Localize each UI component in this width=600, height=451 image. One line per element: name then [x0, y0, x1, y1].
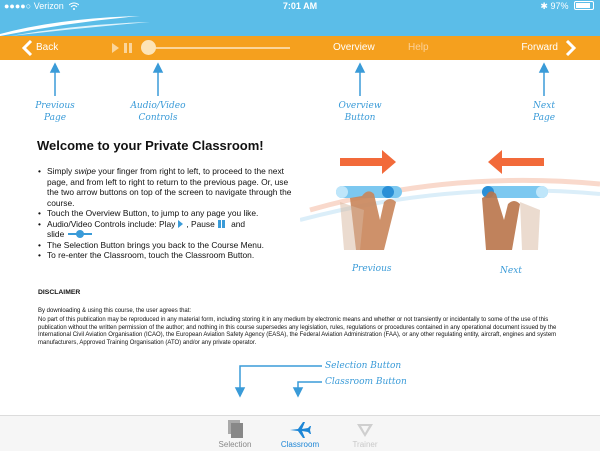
disclaimer-heading: DISCLAIMER — [38, 289, 81, 296]
tab-classroom-label: Classroom — [280, 440, 320, 449]
forward-label: Forward — [521, 42, 558, 53]
battery-percent: 97% — [550, 1, 569, 11]
bullet-emphasis: swipe — [74, 166, 96, 176]
hand-icon — [482, 191, 520, 250]
bullet-text: Audio/Video Controls include: Play — [47, 218, 176, 229]
demo-next-label: Next — [500, 266, 522, 276]
list-item — [38, 240, 300, 251]
list-item — [38, 219, 300, 240]
demo-previous-label: Previous — [352, 264, 392, 274]
arrow-up-icon — [154, 64, 162, 72]
callout-selection-button: Selection Button — [325, 361, 402, 371]
trainer-icon — [354, 420, 376, 438]
callout-audio-video — [115, 100, 201, 124]
list-item — [38, 250, 300, 261]
bullet-text: The Selection Button brings you back to the Course Menu. — [47, 239, 264, 250]
arrow-up-icon — [51, 64, 59, 72]
callout-line: Audio/Video — [130, 101, 186, 111]
bluetooth-icon: ✱ — [540, 1, 548, 11]
slider-icon — [68, 230, 92, 238]
status-time: 7:01 AM — [282, 1, 318, 11]
airplane-icon — [289, 420, 311, 438]
bullet-text: Touch the Overview Button, to jump to any page you like. — [47, 208, 259, 218]
arrow-left-icon — [488, 150, 502, 174]
bullet-text: , Pause — [186, 218, 215, 229]
arrow-down-icon — [294, 388, 302, 396]
bullet-text: and — [228, 218, 246, 229]
bullet-text: your finger from right to left, to proceed to the next page, and from left to right to return to the previous page. Or, use the two arrow buttons on top of the screen to navigate through the course. — [47, 166, 292, 208]
swipe-demo-illustration — [300, 140, 600, 290]
carrier-name: Verizon — [33, 1, 64, 11]
tab-bar — [0, 415, 600, 451]
bullet-text: To re-enter the Classroom, touch the Classroom Button. — [47, 250, 255, 260]
callout-classroom-button: Classroom Button — [325, 377, 407, 387]
selection-icon — [224, 420, 246, 438]
callout-previous-page — [20, 100, 90, 124]
back-label: Back — [36, 42, 59, 53]
callout-line: Previous — [35, 101, 75, 111]
bullet-text: Simply — [47, 166, 75, 176]
list-item — [38, 208, 300, 219]
instructions-list — [38, 166, 300, 261]
tab-trainer[interactable] — [330, 420, 400, 449]
callout-line: Next — [533, 101, 555, 111]
tab-classroom[interactable] — [265, 420, 335, 449]
pause-icon — [218, 220, 226, 228]
play-icon — [178, 220, 183, 228]
arrow-right-icon — [382, 150, 396, 174]
arrow-up-icon — [356, 64, 364, 72]
callout-next-page — [514, 100, 574, 124]
callout-line: Controls — [138, 113, 178, 123]
disclaimer-intro: By downloading & using this course, the user agrees that: — [38, 308, 192, 314]
page-title: Welcome to your Private Classroom! — [37, 138, 264, 153]
signal-icon: ●●●●○ — [4, 1, 32, 11]
arrow-up-icon — [540, 64, 548, 72]
callout-line: Page — [43, 113, 67, 123]
arrow-down-icon — [236, 388, 244, 396]
tab-trainer-label: Trainer — [352, 440, 378, 449]
overview-button[interactable]: Overview — [333, 42, 375, 53]
bullet-text: slide — [47, 229, 65, 239]
disclaimer-body: No part of this publication may be reproduced in any material form, including storing it in any medium by electronic means and whether or not transiently or incidentally to some of the use of this publication without the written permission of the author; and nothing in this course supersedes any legislation, rules, regulations or procedures contained in any operational document issued by the International Civil Aviation Organisation (ICAO), the European Aviation Safety Agency (EASA), the Federal Aviation Administration (FAA), or any other regulating entity, aircraft, engines and system manufacturers, Approved Training Organisation (ATO) and/or any private operator. — [38, 317, 557, 346]
callout-overview-button — [320, 100, 400, 124]
tab-selection-label: Selection — [218, 440, 252, 449]
callout-line: Page — [532, 113, 556, 123]
list-item — [38, 166, 300, 208]
swipe-left-demo — [482, 150, 548, 250]
callout-line: Button — [344, 113, 376, 123]
tab-selection[interactable] — [200, 420, 270, 449]
callout-line: Overview — [338, 101, 382, 111]
help-button[interactable]: Help — [408, 42, 429, 53]
